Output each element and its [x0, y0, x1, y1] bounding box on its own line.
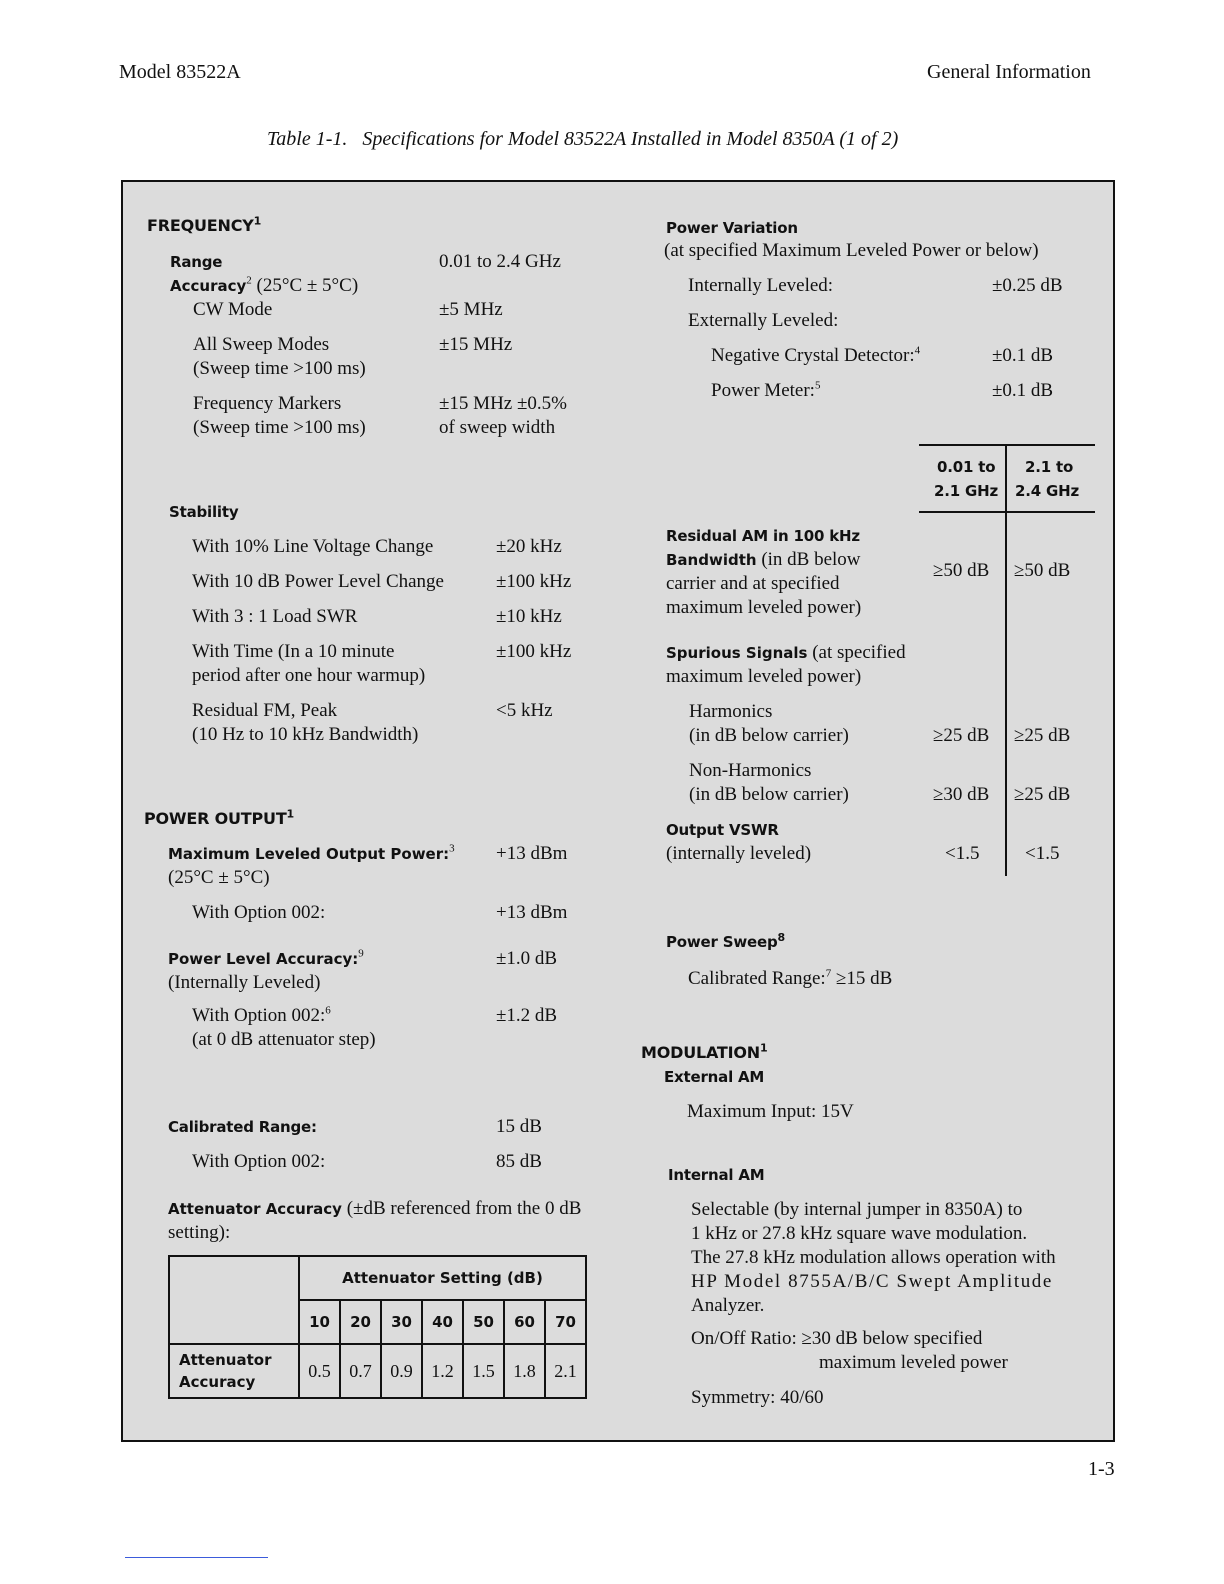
attenuator-accuracy-table	[168, 1255, 587, 1399]
cal-option-002-label: With Option 002:	[192, 1151, 326, 1172]
freq-markers-label: Frequency Markers	[193, 393, 342, 414]
power-level-accuracy-label: Power Level Accuracy:$^9$	[168, 947, 364, 968]
cw-mode-label: CW Mode	[193, 299, 273, 320]
harmonics-condition: (in dB below carrier)	[689, 725, 849, 746]
harmonics-value-1: ≥25 dB	[933, 725, 990, 746]
power-variation-condition: (at specified Maximum Leveled Power or below)	[664, 240, 1039, 261]
internally-leveled-label: Internally Leveled:	[688, 275, 834, 296]
stability-time-condition: period after one hour warmup)	[192, 665, 426, 686]
band-col1-header: 0.01 to	[937, 458, 996, 476]
model-header: Model 83522A	[119, 61, 241, 83]
max-leveled-power-condition: (25°C ± 5°C)	[168, 867, 270, 888]
band-table-top-rule	[919, 444, 1095, 446]
calibrated-range-label: Calibrated Range:	[168, 1118, 317, 1136]
option-002-label: With Option 002:	[192, 902, 326, 923]
pla-option-002-label: With Option 002:$^6$	[192, 1004, 331, 1026]
residual-fm-label: Residual FM, Peak	[192, 700, 338, 721]
stability-load-swr-value: ±10 kHz	[496, 606, 562, 627]
stability-power-level-value: ±100 kHz	[496, 571, 572, 592]
output-vswr-label: Output VSWR	[666, 821, 779, 839]
residual-am-value-2: ≥50 dB	[1014, 560, 1071, 581]
table-caption: Table 1-1. Specifications for Model 83522A Installed in Model 8350A (1 of 2)	[267, 128, 899, 150]
band-col2-header: 2.1 to	[1025, 458, 1074, 476]
on-off-ratio: On/Off Ratio: ≥30 dB below specified	[691, 1328, 983, 1349]
sweep-modes-value: ±15 MHz	[439, 334, 513, 355]
pla-option-002-condition: (at 0 dB attenuator step)	[192, 1029, 376, 1050]
external-am-heading: External AM	[664, 1068, 765, 1086]
accuracy-cell: 1.5	[463, 1344, 504, 1398]
page-number: 1-3	[1088, 1458, 1115, 1480]
harmonics-label: Harmonics	[689, 701, 773, 722]
power-level-accuracy-value: ±1.0 dB	[496, 948, 558, 969]
output-vswr-value-1: <1.5	[945, 843, 980, 864]
setting-cell: 10	[299, 1300, 340, 1344]
frequency-heading: FREQUENCY$^1$	[147, 214, 262, 235]
non-harmonics-value-1: ≥30 dB	[933, 784, 990, 805]
stability-load-swr-label: With 3 : 1 Load SWR	[192, 606, 358, 627]
residual-am-label-3: carrier and at specified	[666, 573, 840, 594]
attenuator-setting-title: Attenuator Setting (dB)	[299, 1256, 586, 1300]
accuracy-cell: 1.2	[422, 1344, 463, 1398]
modulation-heading: MODULATION$^1$	[641, 1041, 768, 1062]
sweep-modes-label: All Sweep Modes	[193, 334, 330, 355]
attenuator-accuracy-intro: Attenuator Accuracy (±dB referenced from the 0 dB	[168, 1198, 582, 1219]
power-meter-value: ±0.1 dB	[992, 380, 1054, 401]
non-harmonics-condition: (in dB below carrier)	[689, 784, 849, 805]
calibrated-range-value: 15 dB	[496, 1116, 542, 1137]
accuracy-label: Accuracy$^2$ (25°C ± 5°C)	[170, 274, 359, 296]
residual-am-value-1: ≥50 dB	[933, 560, 990, 581]
residual-am-label-2: Bandwidth (in dB below	[666, 549, 861, 570]
power-sweep-calibrated-range: Calibrated Range:$^7$ ≥15 dB	[688, 967, 893, 989]
stability-time-value: ±100 kHz	[496, 641, 572, 662]
setting-cell: 20	[340, 1300, 381, 1344]
internal-am-description-2: 1 kHz or 27.8 kHz square wave modulation.	[691, 1223, 1028, 1244]
accuracy-cell: 0.5	[299, 1344, 340, 1398]
internal-am-description-5: Analyzer.	[691, 1295, 765, 1316]
pla-option-002-value: ±1.2 dB	[496, 1005, 558, 1026]
residual-fm-value: <5 kHz	[496, 700, 553, 721]
stability-power-level-label: With 10 dB Power Level Change	[192, 571, 444, 592]
setting-cell: 40	[422, 1300, 463, 1344]
table-corner-cell	[169, 1256, 299, 1344]
accuracy-cell: 0.9	[381, 1344, 422, 1398]
externally-leveled-label: Externally Leveled:	[688, 310, 839, 331]
stability-line-voltage-label: With 10% Line Voltage Change	[192, 536, 434, 557]
symmetry: Symmetry: 40/60	[691, 1387, 824, 1408]
maximum-input: Maximum Input: 15V	[687, 1101, 854, 1122]
cw-mode-value: ±5 MHz	[439, 299, 503, 320]
output-vswr-condition: (internally leveled)	[666, 843, 812, 864]
specification-panel	[121, 180, 1115, 1442]
max-leveled-power-value: +13 dBm	[496, 843, 568, 864]
stability-line-voltage-value: ±20 kHz	[496, 536, 562, 557]
freq-markers-condition: (Sweep time >100 ms)	[193, 417, 366, 438]
setting-cell: 70	[545, 1300, 586, 1344]
negative-crystal-detector-value: ±0.1 dB	[992, 345, 1054, 366]
internal-am-heading: Internal AM	[668, 1166, 765, 1184]
stability-time-label: With Time (In a 10 minute	[192, 641, 395, 662]
accuracy-cell: 2.1	[545, 1344, 586, 1398]
max-leveled-power-label: Maximum Leveled Output Power:$^3$	[168, 842, 455, 863]
spurious-signals-label-2: maximum leveled power)	[666, 666, 862, 687]
output-vswr-value-2: <1.5	[1025, 843, 1060, 864]
on-off-ratio-2: maximum leveled power	[819, 1352, 1008, 1373]
power-level-accuracy-condition: (Internally Leveled)	[168, 972, 321, 993]
internal-am-description-3: The 27.8 kHz modulation allows operation with	[691, 1247, 1056, 1268]
power-sweep-heading: Power Sweep$^8$	[666, 931, 785, 951]
residual-fm-condition: (10 Hz to 10 kHz Bandwidth)	[192, 724, 419, 745]
non-harmonics-label: Non-Harmonics	[689, 760, 812, 781]
setting-cell: 30	[381, 1300, 422, 1344]
section-header: General Information	[927, 61, 1091, 83]
range-value: 0.01 to 2.4 GHz	[439, 251, 561, 272]
band-table-header-rule	[919, 511, 1095, 513]
internal-am-description-1: Selectable (by internal jumper in 8350A) to	[691, 1199, 1023, 1220]
negative-crystal-detector-label: Negative Crystal Detector:$^4$	[711, 344, 921, 366]
option-002-value: +13 dBm	[496, 902, 568, 923]
spurious-signals-label: Spurious Signals (at specified	[666, 642, 906, 663]
setting-cell: 50	[463, 1300, 504, 1344]
band-table-column-rule	[1005, 444, 1007, 876]
internal-am-description-4: HP Model 8755A/B/C Swept Amplitude	[691, 1271, 1053, 1292]
attenuator-accuracy-intro-2: setting):	[168, 1222, 231, 1243]
internally-leveled-value: ±0.25 dB	[992, 275, 1063, 296]
range-label: Range	[170, 253, 223, 271]
footer-rule	[125, 1557, 268, 1558]
accuracy-cell: 1.8	[504, 1344, 545, 1398]
residual-am-label: Residual AM in 100 kHz	[666, 527, 860, 545]
setting-cell: 60	[504, 1300, 545, 1344]
residual-am-label-4: maximum leveled power)	[666, 597, 862, 618]
harmonics-value-2: ≥25 dB	[1014, 725, 1071, 746]
band-col2-header-2: 2.4 GHz	[1015, 482, 1079, 500]
freq-markers-value: ±15 MHz ±0.5%	[439, 393, 567, 414]
stability-heading: Stability	[169, 503, 239, 521]
band-col1-header-2: 2.1 GHz	[934, 482, 998, 500]
non-harmonics-value-2: ≥25 dB	[1014, 784, 1071, 805]
cal-option-002-value: 85 dB	[496, 1151, 542, 1172]
sweep-modes-condition: (Sweep time >100 ms)	[193, 358, 366, 379]
accuracy-cell: 0.7	[340, 1344, 381, 1398]
power-variation-heading: Power Variation	[666, 219, 798, 237]
freq-markers-value-2: of sweep width	[439, 417, 556, 438]
attenuator-accuracy-row-label: Attenuator Accuracy	[169, 1344, 299, 1398]
power-output-heading: POWER OUTPUT$^1$	[144, 807, 295, 828]
power-meter-label: Power Meter:$^5$	[711, 379, 821, 401]
